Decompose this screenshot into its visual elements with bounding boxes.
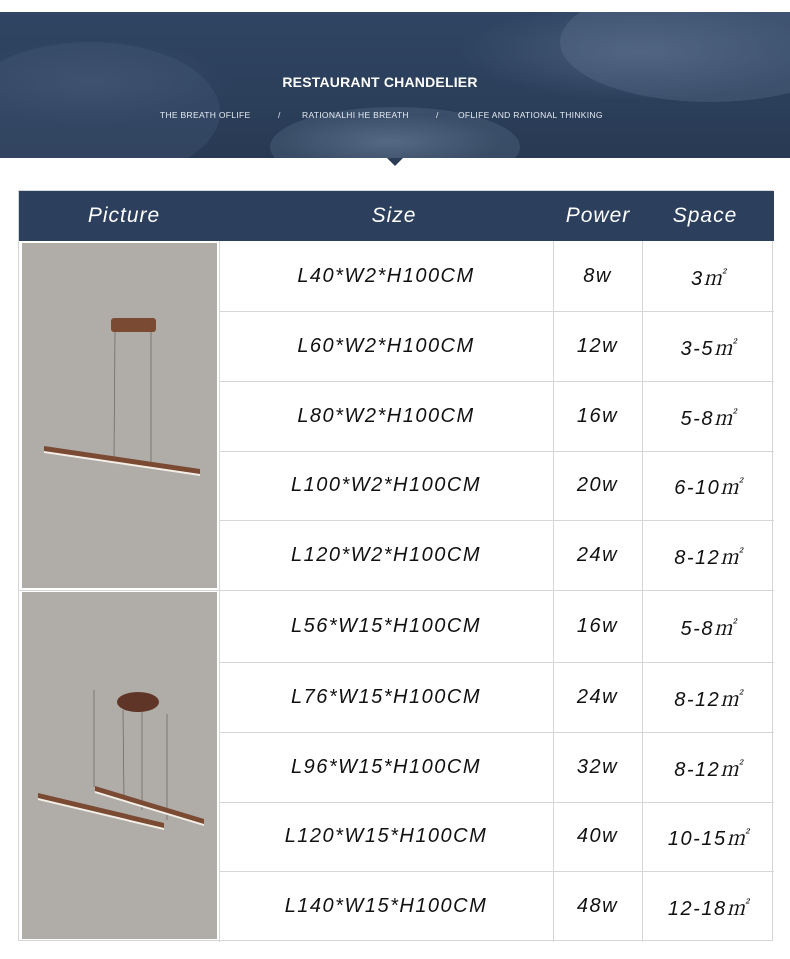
cell-power: 20w bbox=[576, 474, 619, 496]
cell-power: 40w bbox=[576, 825, 619, 847]
header-banner bbox=[0, 12, 790, 158]
cell-size: L80*W2*H100CM bbox=[297, 404, 475, 427]
cell-size: L76*W15*H100CM bbox=[291, 685, 481, 708]
cell-power: 12w bbox=[576, 334, 619, 357]
banner-title: RESTAURANT CHANDELIER bbox=[282, 74, 478, 90]
cell-power: 32w bbox=[576, 755, 619, 778]
subtitle-separator: / bbox=[278, 110, 281, 120]
spec-table bbox=[18, 190, 773, 941]
table-header bbox=[19, 191, 774, 241]
cell-power: 48w bbox=[576, 895, 619, 917]
cell-space: 8-12㎡ bbox=[674, 688, 742, 711]
banner-subtitle bbox=[0, 110, 790, 124]
header-picture: Picture bbox=[87, 204, 161, 227]
cell-space: 10-15㎡ bbox=[667, 828, 749, 850]
product-photo-double bbox=[22, 592, 217, 939]
linear-pendant-lamp-double-icon bbox=[22, 592, 217, 939]
cell-size: L120*W2*H100CM bbox=[291, 543, 481, 566]
banner-pointer-icon bbox=[387, 158, 403, 166]
cell-space: 12-18㎡ bbox=[667, 898, 749, 920]
header-power: Power bbox=[565, 204, 631, 227]
cell-space: 5-8㎡ bbox=[680, 617, 736, 640]
subtitle-part: THE BREATH OFLIFE bbox=[160, 110, 251, 120]
linear-pendant-lamp-single-icon bbox=[22, 243, 217, 588]
cell-power: 16w bbox=[576, 614, 619, 637]
cell-size: L40*W2*H100CM bbox=[297, 264, 475, 287]
cell-space: 6-10㎡ bbox=[674, 477, 742, 499]
subtitle-separator: / bbox=[436, 110, 439, 120]
cell-size: L60*W2*H100CM bbox=[297, 334, 475, 357]
header-size: Size bbox=[371, 204, 417, 227]
cell-space: 5-8㎡ bbox=[680, 407, 736, 430]
cell-space: 3-5㎡ bbox=[680, 337, 736, 360]
cell-size: L56*W15*H100CM bbox=[291, 614, 481, 637]
cell-power: 24w bbox=[576, 685, 619, 708]
banner-background-shape bbox=[0, 42, 220, 158]
cell-size: L140*W15*H100CM bbox=[284, 895, 488, 917]
subtitle-part: OFLIFE AND RATIONAL THINKING bbox=[458, 110, 603, 120]
product-photo-single bbox=[22, 243, 217, 588]
cell-space: 8-12㎡ bbox=[674, 758, 742, 781]
cell-size: L120*W15*H100CM bbox=[284, 825, 488, 847]
subtitle-part: RATIONALHI HE BREATH bbox=[302, 110, 409, 120]
cell-size: L100*W2*H100CM bbox=[291, 474, 481, 496]
cell-power: 8w bbox=[583, 264, 612, 287]
header-space: Space bbox=[672, 204, 738, 227]
cell-power: 24w bbox=[576, 543, 619, 566]
cell-space: 8-12㎡ bbox=[674, 546, 742, 569]
cell-power: 16w bbox=[576, 404, 619, 427]
cell-space: 3㎡ bbox=[690, 267, 726, 290]
cell-size: L96*W15*H100CM bbox=[291, 755, 481, 778]
